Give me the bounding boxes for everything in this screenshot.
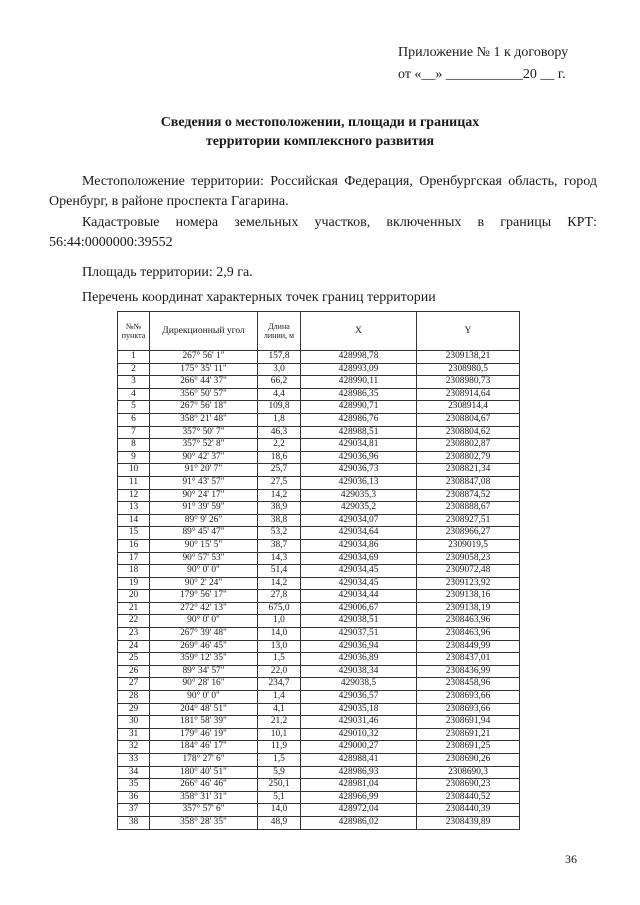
coord-x-cell: 429036,96 <box>301 451 417 464</box>
coord-y-cell: 2308449,99 <box>417 640 520 653</box>
line-length-cell: 157,8 <box>258 351 301 364</box>
coord-y-cell: 2308966,27 <box>417 527 520 540</box>
directional-angle-cell: 358° 28' 35" <box>150 816 258 829</box>
table-row <box>118 388 520 401</box>
point-number-cell: 9 <box>118 451 150 464</box>
line-length-cell: 4,4 <box>258 388 301 401</box>
table-row <box>118 628 520 641</box>
point-number-cell: 38 <box>118 816 150 829</box>
coord-x-cell: 428988,41 <box>301 754 417 767</box>
point-number-cell: 11 <box>118 476 150 489</box>
coord-x-cell: 429035,2 <box>301 502 417 515</box>
line-length-cell: 1,8 <box>258 413 301 426</box>
directional-angle-cell: 175° 35' 11" <box>150 363 258 376</box>
point-number-cell: 32 <box>118 741 150 754</box>
table-row <box>118 552 520 565</box>
directional-angle-cell: 266° 46' 46" <box>150 779 258 792</box>
directional-angle-cell: 180° 40' 51" <box>150 766 258 779</box>
table-row <box>118 451 520 464</box>
coord-x-cell: 429037,51 <box>301 628 417 641</box>
table-row <box>118 363 520 376</box>
coord-y-cell: 2308914,64 <box>417 388 520 401</box>
coord-x-cell: 429036,13 <box>301 476 417 489</box>
coordinates-list-title: Перечень координат характерных точек границ территории <box>82 290 436 305</box>
line-length-cell: 3,0 <box>258 363 301 376</box>
coord-y-cell: 2308914,4 <box>417 401 520 414</box>
table-row <box>118 791 520 804</box>
point-number-cell: 4 <box>118 388 150 401</box>
point-number-cell: 24 <box>118 640 150 653</box>
coord-x-cell: 429036,57 <box>301 691 417 704</box>
directional-angle-cell: 90° 15' 5" <box>150 539 258 552</box>
table-header-row <box>118 312 520 351</box>
table-row <box>118 413 520 426</box>
directional-angle-cell: 356° 50' 57" <box>150 388 258 401</box>
directional-angle-cell: 90° 0' 0" <box>150 565 258 578</box>
directional-angle-cell: 269° 46' 45" <box>150 640 258 653</box>
table-row <box>118 703 520 716</box>
coord-x-cell: 429034,44 <box>301 590 417 603</box>
coord-x-cell: 429000,27 <box>301 741 417 754</box>
coord-y-cell: 2308440,39 <box>417 804 520 817</box>
point-number-cell: 2 <box>118 363 150 376</box>
line-length-cell: 234,7 <box>258 678 301 691</box>
line-length-cell: 18,6 <box>258 451 301 464</box>
point-number-cell: 20 <box>118 590 150 603</box>
location-paragraph: Местоположение территории: Российская Федерация, Оренбургская область, город Оренбург, в районе проспекта Гагарина. <box>49 174 597 209</box>
header-point: №№ пункта <box>118 312 150 351</box>
line-length-cell: 46,3 <box>258 426 301 439</box>
coord-y-cell: 2308691,25 <box>417 741 520 754</box>
point-number-cell: 26 <box>118 665 150 678</box>
table-row <box>118 376 520 389</box>
directional-angle-cell: 89° 34' 57" <box>150 665 258 678</box>
line-length-cell: 53,2 <box>258 527 301 540</box>
coord-x-cell: 429034,07 <box>301 514 417 527</box>
point-number-cell: 19 <box>118 577 150 590</box>
coord-y-cell: 2308927,51 <box>417 514 520 527</box>
directional-angle-cell: 91° 20' 7" <box>150 464 258 477</box>
table-row <box>118 401 520 414</box>
point-number-cell: 6 <box>118 413 150 426</box>
header-y: Y <box>417 312 520 351</box>
directional-angle-cell: 358° 31' 31" <box>150 791 258 804</box>
line-length-cell: 51,4 <box>258 565 301 578</box>
coord-y-cell: 2309138,21 <box>417 351 520 364</box>
table-row <box>118 665 520 678</box>
directional-angle-cell: 357° 52' 8" <box>150 439 258 452</box>
directional-angle-cell: 357° 50' 7" <box>150 426 258 439</box>
header-length: Длина линии, м <box>258 312 301 351</box>
cadastral-paragraph: Кадастровые номера земельных участков, включенных в границы КРТ: 56:44:0000000:39552 <box>49 215 597 250</box>
appendix-line-1: Приложение № 1 к договору <box>398 45 569 60</box>
coord-x-cell: 428993,09 <box>301 363 417 376</box>
coord-x-cell: 428972,04 <box>301 804 417 817</box>
line-length-cell: 21,2 <box>258 716 301 729</box>
line-length-cell: 675,0 <box>258 602 301 615</box>
table-row <box>118 426 520 439</box>
point-number-cell: 14 <box>118 514 150 527</box>
point-number-cell: 27 <box>118 678 150 691</box>
line-length-cell: 38,8 <box>258 514 301 527</box>
point-number-cell: 12 <box>118 489 150 502</box>
point-number-cell: 5 <box>118 401 150 414</box>
coord-x-cell: 429034,64 <box>301 527 417 540</box>
line-length-cell: 38,9 <box>258 502 301 515</box>
point-number-cell: 29 <box>118 703 150 716</box>
directional-angle-cell: 89° 9' 26" <box>150 514 258 527</box>
table-row <box>118 489 520 502</box>
directional-angle-cell: 90° 0' 0" <box>150 691 258 704</box>
point-number-cell: 30 <box>118 716 150 729</box>
directional-angle-cell: 90° 42' 37" <box>150 451 258 464</box>
point-number-cell: 3 <box>118 376 150 389</box>
point-number-cell: 13 <box>118 502 150 515</box>
table-row <box>118 527 520 540</box>
coord-y-cell: 2308690,23 <box>417 779 520 792</box>
directional-angle-cell: 90° 2' 24" <box>150 577 258 590</box>
directional-angle-cell: 90° 0' 0" <box>150 615 258 628</box>
table-row <box>118 351 520 364</box>
table-row <box>118 678 520 691</box>
coord-x-cell: 428986,02 <box>301 816 417 829</box>
line-length-cell: 4,1 <box>258 703 301 716</box>
directional-angle-cell: 89° 45' 47" <box>150 527 258 540</box>
line-length-cell: 109,8 <box>258 401 301 414</box>
line-length-cell: 2,2 <box>258 439 301 452</box>
directional-angle-cell: 178° 27' 6" <box>150 754 258 767</box>
coord-y-cell: 2308463,96 <box>417 628 520 641</box>
coord-y-cell: 2309058,23 <box>417 552 520 565</box>
directional-angle-cell: 272° 42' 13" <box>150 602 258 615</box>
table-row <box>118 691 520 704</box>
coord-x-cell: 428986,93 <box>301 766 417 779</box>
coord-x-cell: 428986,35 <box>301 388 417 401</box>
area-paragraph: Площадь территории: 2,9 га. <box>82 265 253 280</box>
coord-x-cell: 429036,94 <box>301 640 417 653</box>
coord-y-cell: 2308980,73 <box>417 376 520 389</box>
table-row <box>118 816 520 829</box>
coord-y-cell: 2308439,89 <box>417 816 520 829</box>
coord-x-cell: 428966,99 <box>301 791 417 804</box>
coord-y-cell: 2308436,99 <box>417 665 520 678</box>
directional-angle-cell: 90° 57' 53" <box>150 552 258 565</box>
coord-x-cell: 429036,89 <box>301 653 417 666</box>
title-line-2: территории комплексного развития <box>205 134 435 149</box>
directional-angle-cell: 179° 56' 17" <box>150 590 258 603</box>
line-length-cell: 14,0 <box>258 804 301 817</box>
point-number-cell: 10 <box>118 464 150 477</box>
coord-y-cell: 2309138,19 <box>417 602 520 615</box>
point-number-cell: 33 <box>118 754 150 767</box>
coord-y-cell: 2308463,96 <box>417 615 520 628</box>
coord-x-cell: 428990,71 <box>301 401 417 414</box>
point-number-cell: 25 <box>118 653 150 666</box>
coord-y-cell: 2308847,08 <box>417 476 520 489</box>
coord-y-cell: 2308888,67 <box>417 502 520 515</box>
line-length-cell: 1,4 <box>258 691 301 704</box>
table-row <box>118 754 520 767</box>
table-row <box>118 476 520 489</box>
table-row <box>118 590 520 603</box>
line-length-cell: 14,2 <box>258 577 301 590</box>
coordinates-table-body <box>118 351 520 830</box>
point-number-cell: 8 <box>118 439 150 452</box>
directional-angle-cell: 181° 58' 39" <box>150 716 258 729</box>
point-number-cell: 21 <box>118 602 150 615</box>
coord-x-cell: 429035,3 <box>301 489 417 502</box>
line-length-cell: 25,7 <box>258 464 301 477</box>
coord-x-cell: 429035,18 <box>301 703 417 716</box>
directional-angle-cell: 184° 46' 17" <box>150 741 258 754</box>
coord-y-cell: 2308874,52 <box>417 489 520 502</box>
coord-y-cell: 2308690,3 <box>417 766 520 779</box>
coord-y-cell: 2308437,01 <box>417 653 520 666</box>
coordinates-table <box>117 311 520 830</box>
table-row <box>118 653 520 666</box>
coord-x-cell: 429034,81 <box>301 439 417 452</box>
line-length-cell: 14,0 <box>258 628 301 641</box>
point-number-cell: 17 <box>118 552 150 565</box>
point-number-cell: 15 <box>118 527 150 540</box>
coord-y-cell: 2308690,26 <box>417 754 520 767</box>
directional-angle-cell: 90° 28' 16" <box>150 678 258 691</box>
table-row <box>118 766 520 779</box>
coord-x-cell: 429034,45 <box>301 565 417 578</box>
point-number-cell: 1 <box>118 351 150 364</box>
directional-angle-cell: 204° 48' 51" <box>150 703 258 716</box>
point-number-cell: 18 <box>118 565 150 578</box>
table-row <box>118 779 520 792</box>
line-length-cell: 48,9 <box>258 816 301 829</box>
coord-x-cell: 429038,5 <box>301 678 417 691</box>
directional-angle-cell: 91° 43' 57" <box>150 476 258 489</box>
line-length-cell: 11,9 <box>258 741 301 754</box>
coord-y-cell: 2308802,87 <box>417 439 520 452</box>
coord-y-cell: 2308802,79 <box>417 451 520 464</box>
point-number-cell: 16 <box>118 539 150 552</box>
line-length-cell: 66,2 <box>258 376 301 389</box>
header-angle: Дирекционный угол <box>150 312 258 351</box>
directional-angle-cell: 357° 57' 6" <box>150 804 258 817</box>
coord-x-cell: 428990,11 <box>301 376 417 389</box>
coord-y-cell: 2309138,16 <box>417 590 520 603</box>
point-number-cell: 7 <box>118 426 150 439</box>
table-row <box>118 640 520 653</box>
directional-angle-cell: 359° 12' 35" <box>150 653 258 666</box>
document-title <box>0 113 640 151</box>
point-number-cell: 35 <box>118 779 150 792</box>
table-row <box>118 804 520 817</box>
coord-x-cell: 429010,32 <box>301 728 417 741</box>
coord-x-cell: 429036,73 <box>301 464 417 477</box>
point-number-cell: 34 <box>118 766 150 779</box>
line-length-cell: 1,5 <box>258 754 301 767</box>
point-number-cell: 37 <box>118 804 150 817</box>
point-number-cell: 31 <box>118 728 150 741</box>
line-length-cell: 27,5 <box>258 476 301 489</box>
table-row <box>118 439 520 452</box>
coord-x-cell: 429034,86 <box>301 539 417 552</box>
line-length-cell: 22,0 <box>258 665 301 678</box>
directional-angle-cell: 267° 56' 18" <box>150 401 258 414</box>
directional-angle-cell: 90° 24' 17" <box>150 489 258 502</box>
coord-y-cell: 2308804,67 <box>417 413 520 426</box>
coord-x-cell: 429038,34 <box>301 665 417 678</box>
coord-y-cell: 2308440,52 <box>417 791 520 804</box>
directional-angle-cell: 267° 56' 1" <box>150 351 258 364</box>
point-number-cell: 22 <box>118 615 150 628</box>
table-row <box>118 741 520 754</box>
title-line-1: Сведения о местоположении, площади и границах <box>160 115 480 130</box>
line-length-cell: 250,1 <box>258 779 301 792</box>
directional-angle-cell: 91° 39' 59" <box>150 502 258 515</box>
directional-angle-cell: 267° 39' 48" <box>150 628 258 641</box>
coord-x-cell: 429038,51 <box>301 615 417 628</box>
appendix-line-2: от «__» ___________20 __ г. <box>398 67 566 82</box>
line-length-cell: 38,7 <box>258 539 301 552</box>
table-row <box>118 514 520 527</box>
coord-y-cell: 2309019,5 <box>417 539 520 552</box>
coord-y-cell: 2308691,21 <box>417 728 520 741</box>
table-row <box>118 716 520 729</box>
table-row <box>118 602 520 615</box>
page-number: 36 <box>565 852 577 866</box>
coord-x-cell: 429006,67 <box>301 602 417 615</box>
line-length-cell: 10,1 <box>258 728 301 741</box>
coord-y-cell: 2308693,66 <box>417 703 520 716</box>
coord-x-cell: 429034,69 <box>301 552 417 565</box>
coord-y-cell: 2308693,66 <box>417 691 520 704</box>
coord-y-cell: 2308980,5 <box>417 363 520 376</box>
line-length-cell: 5,9 <box>258 766 301 779</box>
coord-y-cell: 2308691,94 <box>417 716 520 729</box>
line-length-cell: 5,1 <box>258 791 301 804</box>
coord-x-cell: 428998,78 <box>301 351 417 364</box>
directional-angle-cell: 179° 46' 19" <box>150 728 258 741</box>
table-row <box>118 502 520 515</box>
table-row <box>118 728 520 741</box>
appendix-header <box>398 42 588 86</box>
table-row <box>118 577 520 590</box>
line-length-cell: 14,3 <box>258 552 301 565</box>
coord-x-cell: 428981,04 <box>301 779 417 792</box>
coord-y-cell: 2309072,48 <box>417 565 520 578</box>
coord-y-cell: 2308458,96 <box>417 678 520 691</box>
coord-x-cell: 428988,51 <box>301 426 417 439</box>
table-row <box>118 615 520 628</box>
coord-x-cell: 429031,46 <box>301 716 417 729</box>
table-row <box>118 464 520 477</box>
coord-y-cell: 2308804,62 <box>417 426 520 439</box>
point-number-cell: 23 <box>118 628 150 641</box>
line-length-cell: 14,2 <box>258 489 301 502</box>
directional-angle-cell: 266° 44' 37" <box>150 376 258 389</box>
coord-y-cell: 2309123,92 <box>417 577 520 590</box>
coord-x-cell: 428986,76 <box>301 413 417 426</box>
coord-x-cell: 429034,45 <box>301 577 417 590</box>
line-length-cell: 27,8 <box>258 590 301 603</box>
point-number-cell: 28 <box>118 691 150 704</box>
point-number-cell: 36 <box>118 791 150 804</box>
table-row <box>118 565 520 578</box>
table-row <box>118 539 520 552</box>
header-x: X <box>301 312 417 351</box>
line-length-cell: 1,0 <box>258 615 301 628</box>
directional-angle-cell: 358° 21' 48" <box>150 413 258 426</box>
line-length-cell: 13,0 <box>258 640 301 653</box>
coord-y-cell: 2308821,34 <box>417 464 520 477</box>
line-length-cell: 1,5 <box>258 653 301 666</box>
